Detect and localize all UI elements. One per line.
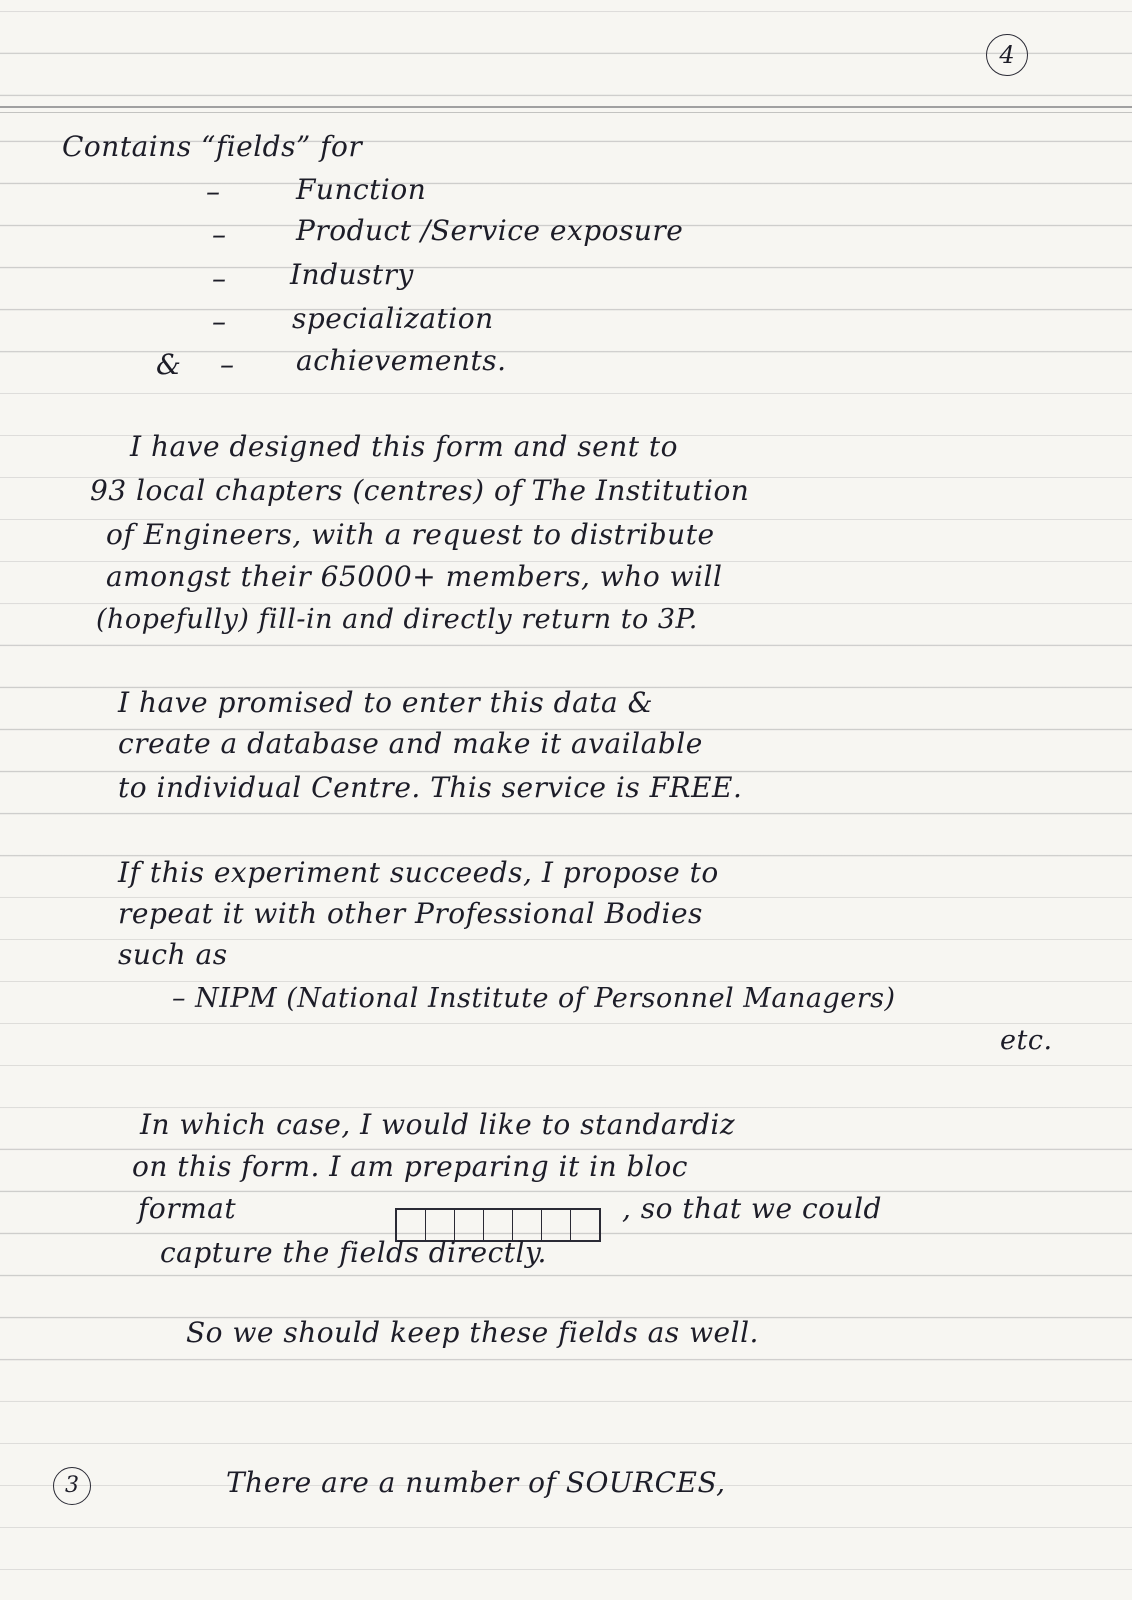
para1-line: amongst their 65000+ members, who will bbox=[106, 560, 723, 593]
para3-line: If this experiment succeeds, I propose to bbox=[118, 856, 719, 889]
list-intro: Contains “fields” for bbox=[62, 130, 363, 163]
para4-line: format bbox=[138, 1192, 237, 1225]
para4-line: on this form. I am preparing it in bloc bbox=[132, 1150, 688, 1183]
para5-line: So we should keep these fields as well. bbox=[186, 1316, 759, 1349]
field-item: achievements. bbox=[296, 344, 507, 377]
para1-line: I have designed this form and sent to bbox=[130, 430, 678, 463]
list-ampersand: & bbox=[156, 348, 181, 381]
para2-line: I have promised to enter this data & bbox=[118, 686, 654, 719]
field-item: specialization bbox=[292, 302, 494, 335]
list-dash: – bbox=[212, 218, 226, 251]
field-item: Industry bbox=[290, 258, 414, 291]
header-rule bbox=[0, 106, 1132, 108]
para3-line: repeat it with other Professional Bodies bbox=[118, 897, 703, 930]
para4-line: , so that we could bbox=[622, 1192, 882, 1225]
para4-line: capture the fields directly. bbox=[160, 1236, 547, 1269]
header-rule-secondary bbox=[0, 112, 1132, 113]
para3-line: such as bbox=[118, 938, 228, 971]
list-dash: – bbox=[220, 348, 234, 381]
field-item: Function bbox=[296, 173, 427, 206]
para1-line: 93 local chapters (centres) of The Institution bbox=[90, 474, 750, 507]
section-number: 3 bbox=[53, 1467, 91, 1505]
section-text: There are a number of SOURCES, bbox=[226, 1466, 726, 1499]
para1-line: (hopefully) fill-in and directly return to 3P. bbox=[96, 604, 698, 635]
list-dash: – bbox=[206, 175, 220, 208]
para1-line: of Engineers, with a request to distribute bbox=[106, 518, 715, 551]
para2-line: to individual Centre. This service is FREE. bbox=[118, 771, 743, 804]
para3-line: etc. bbox=[1000, 1025, 1053, 1056]
para4-line: In which case, I would like to standardiz bbox=[140, 1108, 736, 1141]
page-number: 4 bbox=[986, 34, 1028, 76]
para2-line: create a database and make it available bbox=[118, 727, 703, 760]
list-dash: – bbox=[212, 262, 226, 295]
field-item: Product /Service exposure bbox=[296, 214, 684, 247]
list-dash: – bbox=[212, 305, 226, 338]
para3-line: – NIPM (National Institute of Personnel Managers) bbox=[172, 983, 896, 1014]
